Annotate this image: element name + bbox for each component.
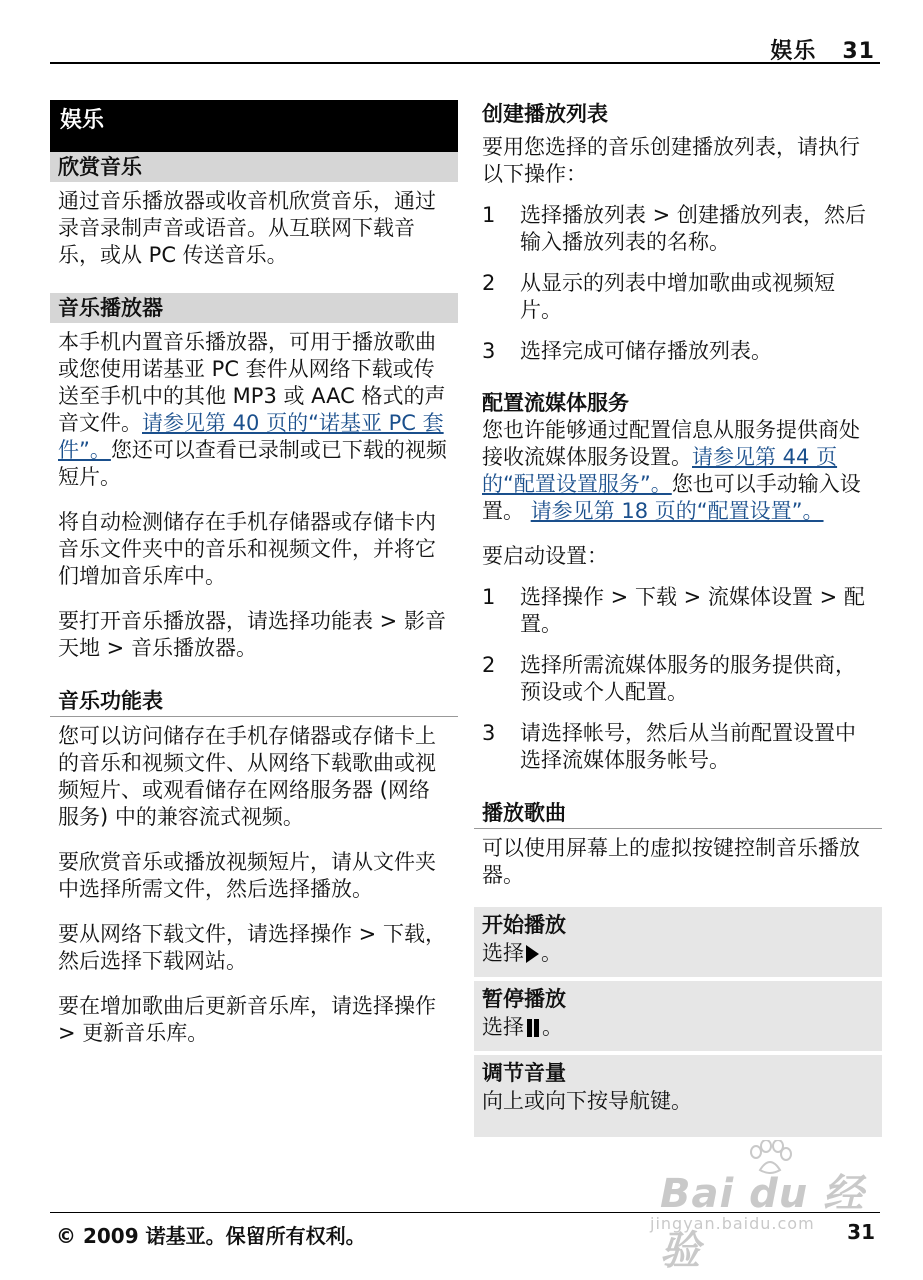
footer-copyright: © 2009 诺基亚。保留所有权利。 (56, 1224, 366, 1248)
start-playback-text: 选择 。 (482, 941, 562, 965)
footer-rule (50, 1212, 880, 1213)
right-column (474, 100, 882, 1137)
start-playback-title: 开始播放 (482, 913, 566, 937)
playlist-intro: 要用您选择的音乐创建播放列表，请执行以下操作： (482, 135, 860, 186)
config-settings-link[interactable]: 请参见第 18 页的“配置设置”。 (530, 499, 824, 523)
player-text-a: 本手机内置音乐播放器，可用于播放歌曲或您使用诺基亚 PC 套件从网络下载或传送至手机中的其他 MP3 或 AAC 格式的声音文件。 (58, 330, 446, 435)
chapter-title: 娱乐 (50, 100, 458, 152)
list-item: 2 从显示的列表中增加歌曲或视频短片。 (482, 271, 835, 322)
list-item: 1 选择操作 > 下载 > 流媒体设置 > 配置。 (482, 585, 865, 636)
section-title-playback: 播放歌曲 (474, 798, 882, 829)
running-header (770, 34, 875, 65)
config-service-link[interactable]: 请参见第 44 页的“配置设置服务”。 (482, 445, 838, 496)
pause-icon (526, 1019, 540, 1037)
streaming-steps (474, 584, 882, 774)
streaming-paragraph-2: 要启动设置： (482, 544, 608, 568)
volume-title: 调节音量 (482, 1061, 566, 1085)
streaming-paragraph-1 (474, 417, 882, 525)
pc-suite-link[interactable]: 请参见第 40 页的“诺基亚 PC 套件”。 (58, 411, 444, 462)
left-column (50, 100, 458, 1047)
section-title-player: 音乐播放器 (50, 293, 458, 323)
section-title-streaming: 配置流媒体服务 (482, 391, 629, 415)
footer-page-number: 31 (847, 1220, 875, 1244)
streaming-text-a: 您也许能够通过配置信息从服务提供商处接收流媒体服务设置。 (482, 418, 860, 469)
baidu-watermark (640, 1140, 880, 1274)
list-item: 1 选择播放列表 > 创建播放列表，然后输入播放列表的名称。 (482, 203, 866, 254)
pause-playback-text: 选择 。 (482, 1015, 563, 1039)
section-title-menu: 音乐功能表 (50, 686, 458, 717)
menu-paragraph-3: 要从网络下载文件，请选择操作 > 下载，然后选择下载网站。 (58, 922, 446, 973)
menu-paragraph-4: 要在增加歌曲后更新音乐库，请选择操作 > 更新音乐库。 (58, 994, 436, 1045)
play-icon (526, 945, 539, 963)
menu-paragraph-2: 要欣赏音乐或播放视频短片，请从文件夹中选择所需文件，然后选择播放。 (58, 850, 436, 901)
enjoy-paragraph: 通过音乐播放器或收音机欣赏音乐，通过录音录制声音或语音。从互联网下载音乐，或从 PC 传送音乐。 (58, 189, 436, 267)
pause-playback-box (474, 981, 882, 1051)
volume-box (474, 1055, 882, 1137)
header-rule (50, 62, 880, 64)
streaming-text-b: 您也可以手动输入设置。 (482, 472, 861, 523)
player-paragraph-3: 要打开音乐播放器，请选择功能表 > 影音天地 > 音乐播放器。 (58, 609, 446, 660)
list-item: 3 选择完成可储存播放列表。 (482, 339, 772, 363)
player-text-b: 您还可以查看已录制或已下载的视频短片。 (58, 438, 447, 489)
pause-playback-title: 暂停播放 (482, 987, 566, 1011)
playback-intro: 可以使用屏幕上的虚拟按键控制音乐播放器。 (482, 836, 860, 887)
playlist-steps (474, 202, 882, 365)
list-item: 2 选择所需流媒体服务的服务提供商，预设或个人配置。 (482, 653, 856, 704)
menu-paragraph-1: 您可以访问储存在手机存储器或存储卡上的音乐和视频文件、从网络下载歌曲或视频短片、或观看储存在网络服务器 (网络服务) 中的兼容流式视频。 (58, 724, 436, 829)
volume-text: 向上或向下按导航键。 (482, 1089, 692, 1113)
watermark-brand: Bai du 经验 (660, 1171, 865, 1274)
section-title-enjoy: 欣赏音乐 (50, 152, 458, 182)
section-title-playlist: 创建播放列表 (482, 102, 608, 126)
player-paragraph-1 (50, 329, 458, 491)
list-item: 3 请选择帐号，然后从当前配置设置中选择流媒体服务帐号。 (482, 721, 856, 772)
player-paragraph-2: 将自动检测储存在手机存储器或存储卡内音乐文件夹中的音乐和视频文件，并将它们增加音乐库中。 (58, 510, 436, 588)
watermark-url: jingyan.baidu.com (650, 1214, 815, 1233)
header-section: 娱乐 (770, 39, 817, 64)
header-page-number: 31 (842, 39, 875, 64)
start-playback-box (474, 907, 882, 977)
